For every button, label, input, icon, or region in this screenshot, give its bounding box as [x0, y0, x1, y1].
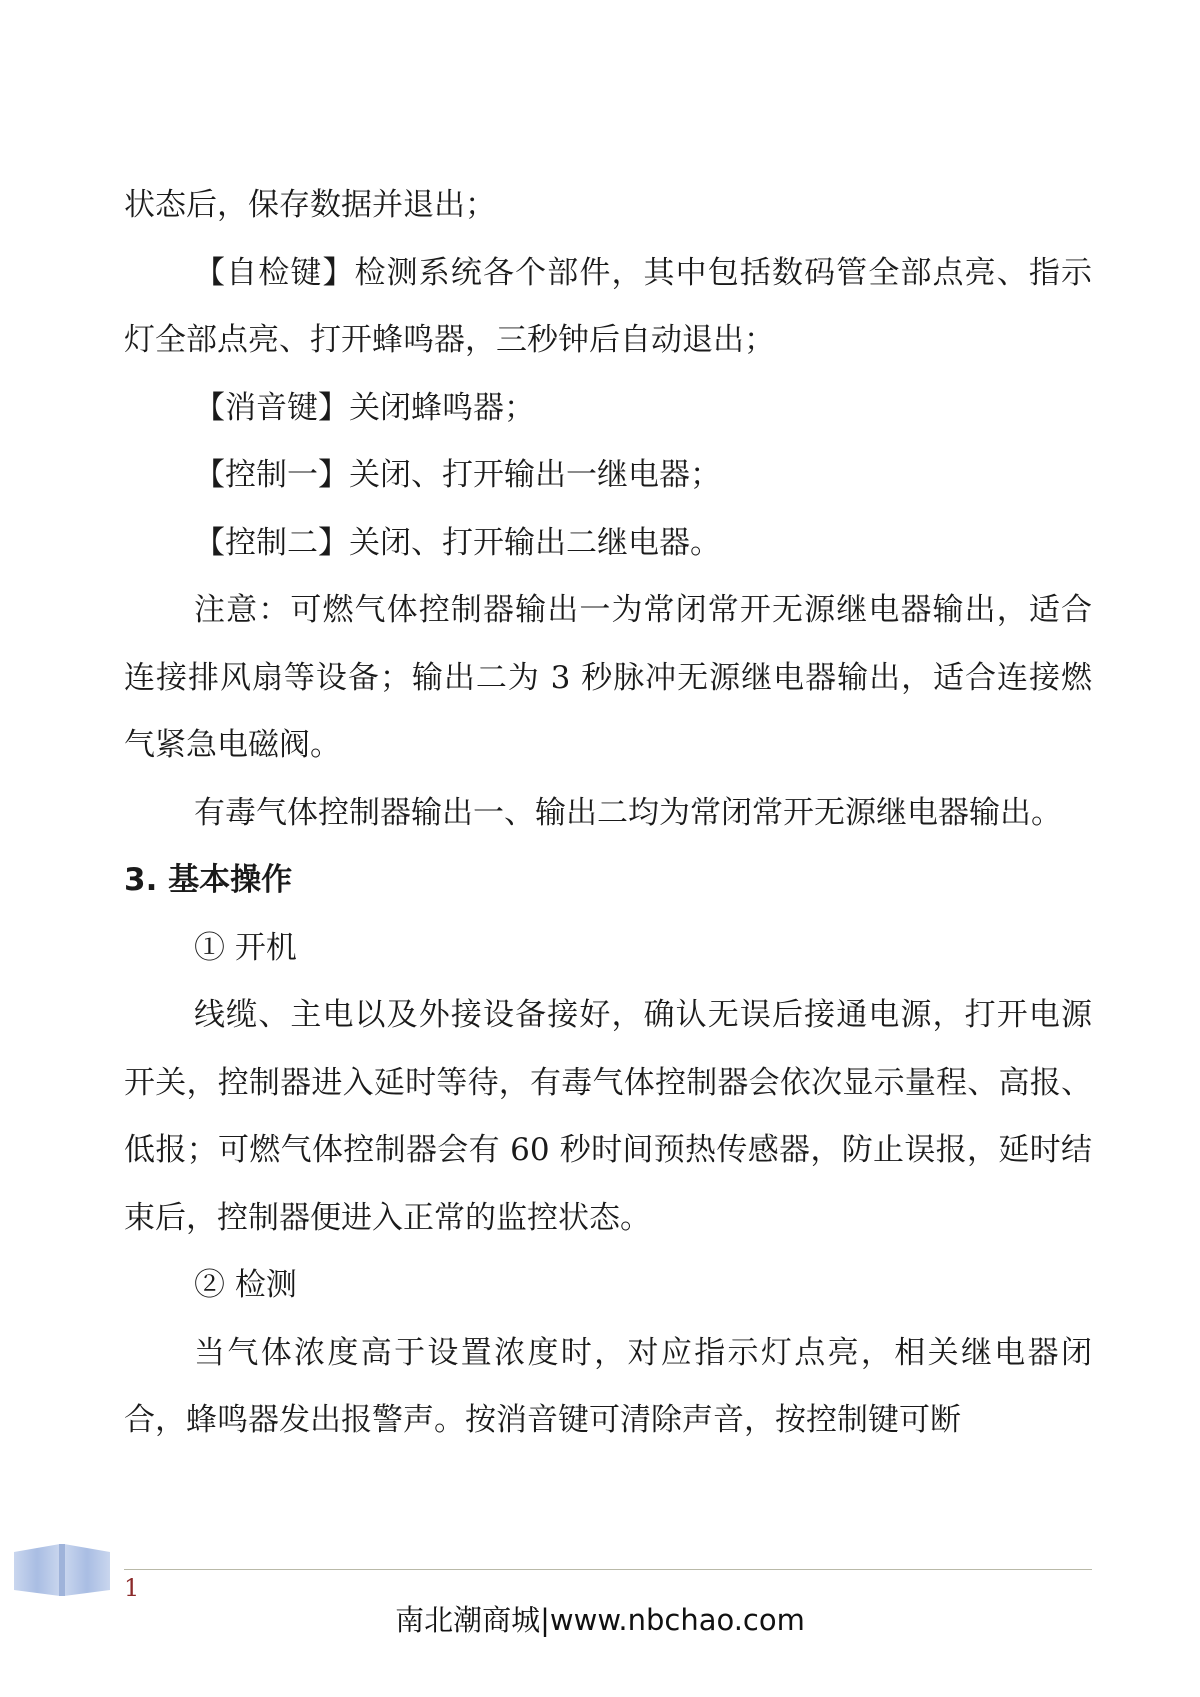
paragraph-5: 【控制二】关闭、打开输出二继电器。: [194, 524, 721, 561]
paragraph-3: 【消音键】关闭蜂鸣器；: [194, 389, 535, 426]
paragraph-7: 有毒气体控制器输出一、输出二均为常闭常开无源继电器输出。: [194, 794, 1062, 831]
section-heading: 3. 基本操作: [124, 862, 293, 898]
footer-divider: [124, 1569, 1092, 1570]
subsection-title-power-on: ① 开机: [194, 929, 297, 966]
subsection-body-power-on: 线缆、主电以及外接设备接好，确认无误后接通电源，打开电源开关，控制器进入延时等待，有毒气体控制器会依次显示量程、高报、低报；可燃气体控制器会有 60 秒时间预热传感器，防止误报，延时结束后，控制器便进入正常的监控状态。: [124, 997, 1092, 1236]
page-number: 1: [124, 1574, 140, 1602]
footer-brand-link[interactable]: 南北潮商城|www.nbchao.com: [395, 1603, 805, 1637]
subsection-title-detection: ② 检测: [194, 1267, 297, 1303]
paragraph-4: 【控制一】关闭、打开输出一继电器；: [194, 457, 721, 493]
book-icon: [12, 1540, 112, 1600]
subsection-body-detection: 当气体浓度高于设置浓度时，对应指示灯点亮，相关继电器闭合，蜂鸣器发出报警声。按消音键可清除声音，按控制键可断: [124, 1334, 1092, 1438]
paragraph-1: 状态后，保存数据并退出；: [124, 187, 496, 223]
document-body: [124, 172, 1092, 1455]
paragraph-2: 【自检键】检测系统各个部件，其中包括数码管全部点亮、指示灯全部点亮、打开蜂鸣器，三秒钟后自动退出；: [124, 254, 1092, 358]
paragraph-6: 注意：可燃气体控制器输出一为常闭常开无源继电器输出，适合连接排风扇等设备；输出二为 3 秒脉冲无源继电器输出，适合连接燃气紧急电磁阀。: [124, 592, 1092, 763]
